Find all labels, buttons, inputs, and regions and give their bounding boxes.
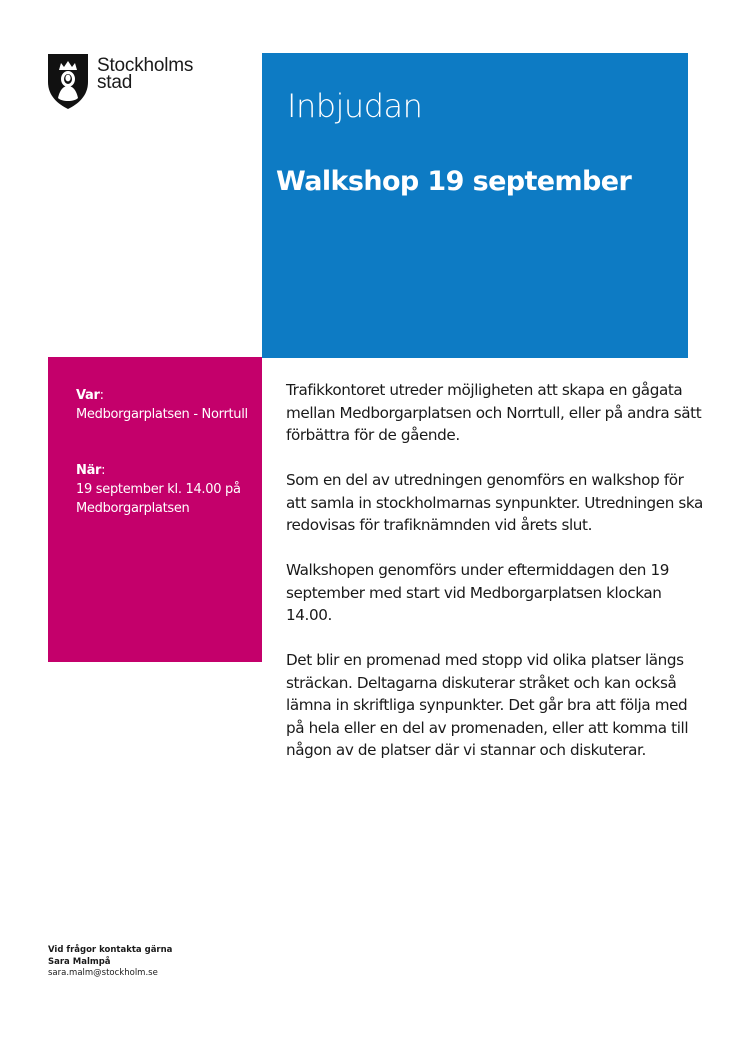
paragraph: Walkshopen genomförs under eftermiddagen den 19 september med start vid Medborgarplatsen klockan 14.00. — [286, 561, 669, 624]
logo-wordmark — [97, 57, 193, 91]
where-block — [76, 386, 256, 424]
stockholms-stad-logo — [46, 52, 236, 112]
when-block — [76, 461, 256, 518]
hero-banner — [262, 53, 688, 358]
contact-heading: Vid frågor kontakta gärna — [48, 945, 173, 955]
contact-name: Sara Malmpå — [48, 956, 111, 967]
body-text — [286, 379, 706, 784]
coat-of-arms-icon — [46, 52, 90, 110]
event-info-panel — [48, 357, 262, 662]
logo-line2: stad — [97, 72, 133, 93]
when-value: 19 september kl. 14.00 på Medborgarplatsen — [76, 482, 241, 516]
logo-line1: Stockholms — [97, 55, 194, 76]
contact-info — [48, 945, 172, 980]
event-subtitle: Walkshop 19 september — [276, 166, 632, 197]
paragraph: Som en del av utredningen genomförs en walkshop för att samla in stockholmarnas synpunkter. Utredningen ska redovisas för trafiknämnden vid årets slut. — [286, 471, 703, 534]
where-value: Medborgarplatsen - Norrtull — [76, 407, 248, 422]
paragraph: Det blir en promenad med stopp vid olika platser längs sträckan. Deltagarna diskuterar stråket och kan också lämna in skriftliga synpunkter. Det går bra att följa med på hela eller en del av promenaden, eller att komma till någon av de platser där vi stannar och diskuterar. — [286, 651, 689, 759]
paragraph: Trafikkontoret utreder möjligheten att skapa en gågata mellan Medborgarplatsen och Norrtull, eller på andra sätt förbättra för de gående. — [286, 381, 702, 444]
page-title: Inbjudan — [287, 87, 423, 125]
where-label: Var: — [76, 388, 104, 403]
when-label: När: — [76, 463, 106, 478]
contact-email[interactable]: sara.malm@stockholm.se — [48, 968, 158, 978]
